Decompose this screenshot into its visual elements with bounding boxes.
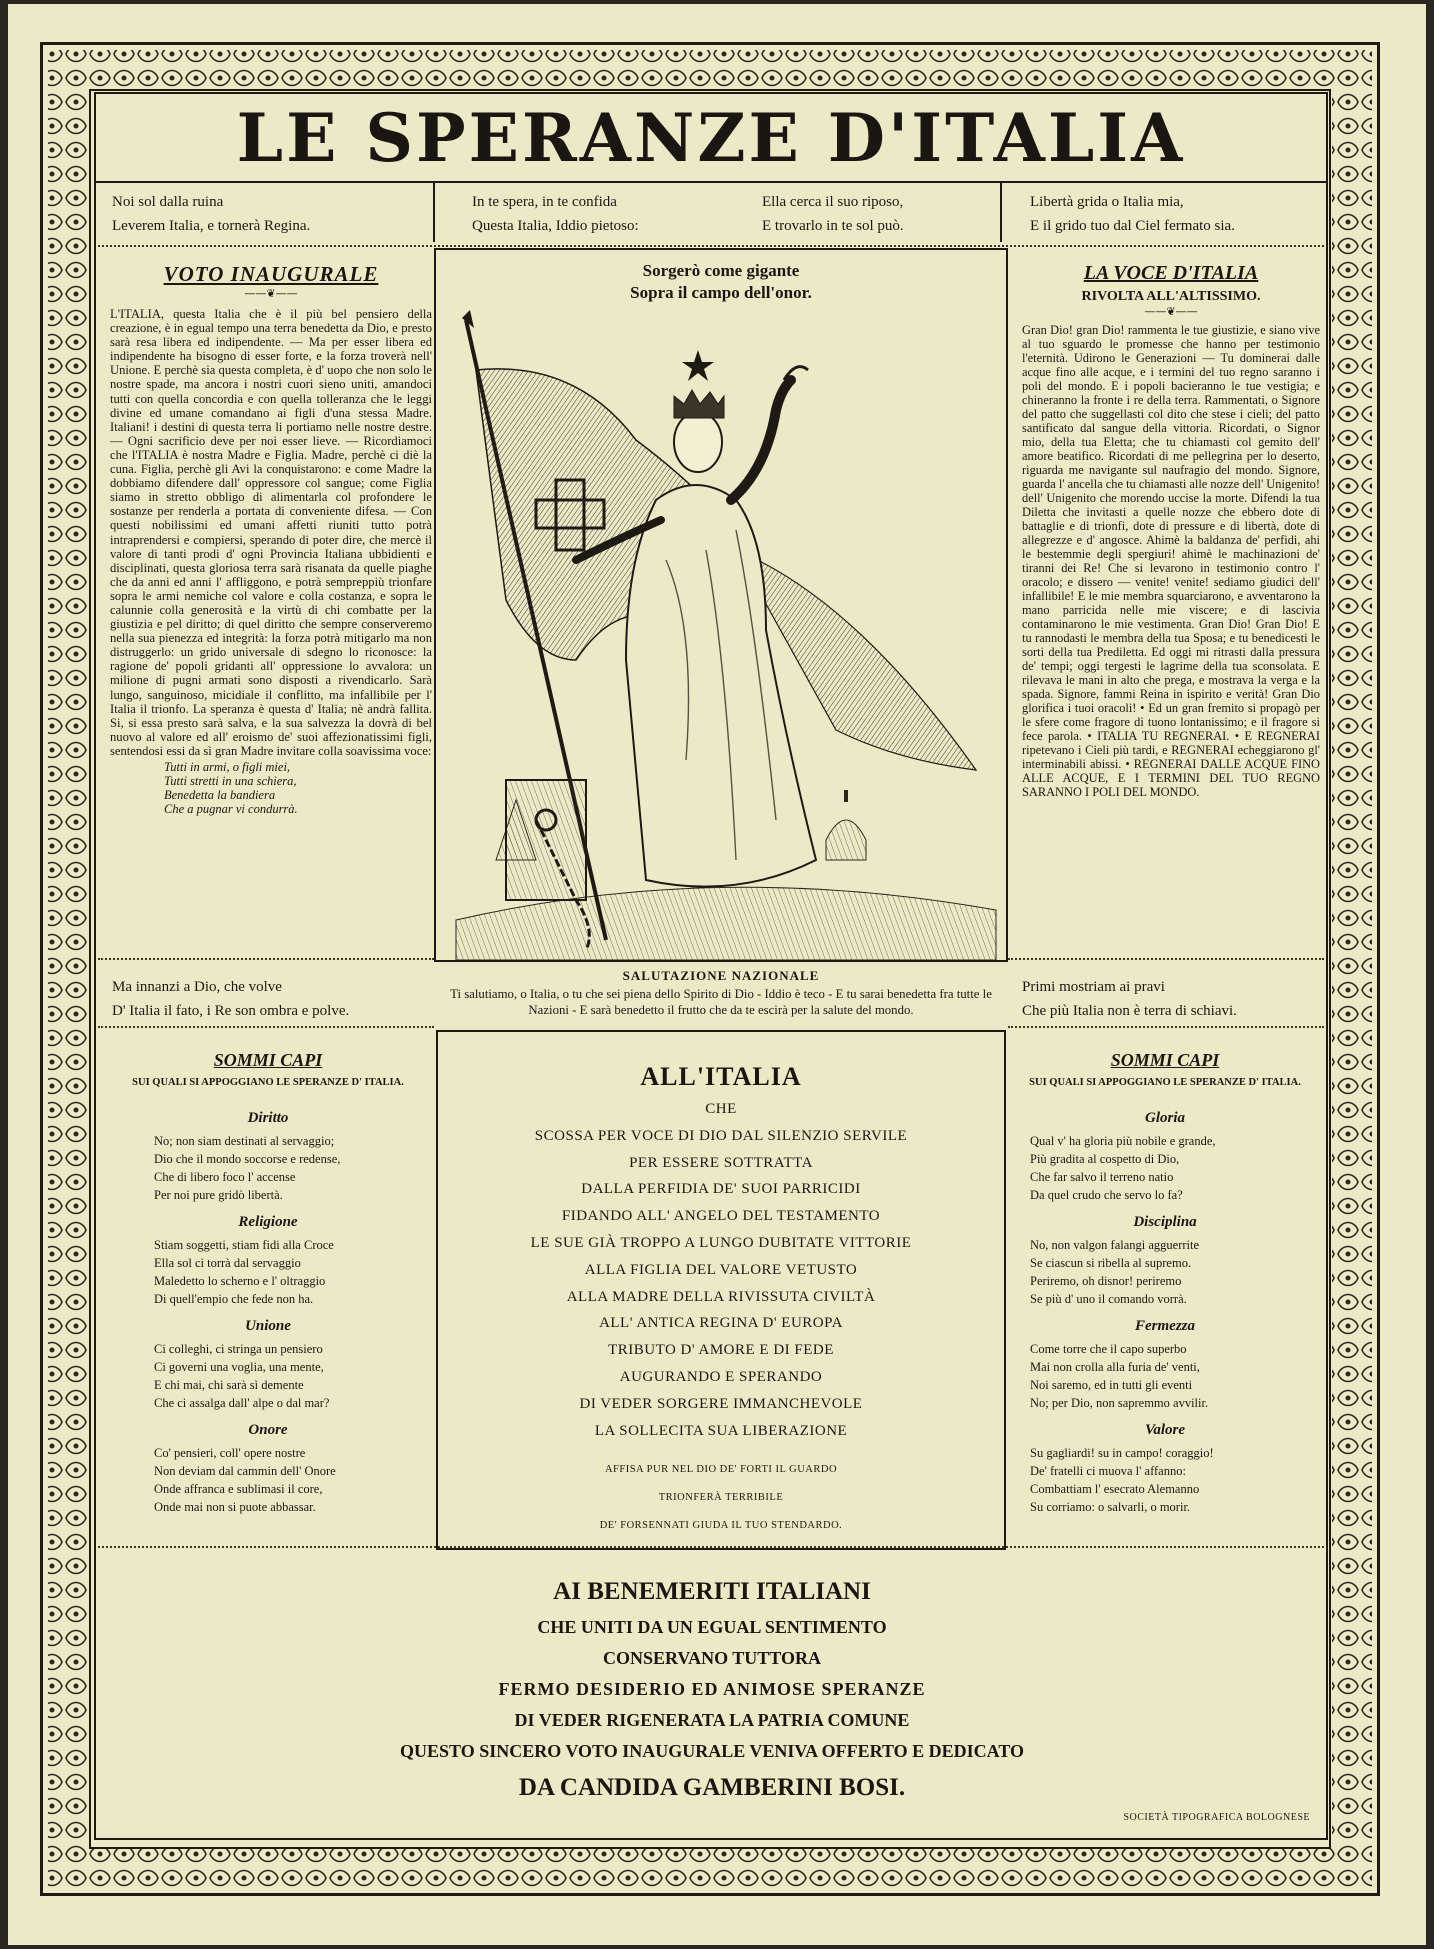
footer-line-1: AI BENEMERITI ITALIANI [553,1578,871,1605]
ornamental-rule [98,958,434,968]
title-rule [96,181,1326,183]
voce-italia-body: Gran Dio! gran Dio! rammenta le tue giustizie, e siano vive al tuo sguardo le promesse che hanno per testimonio l'eternità. Udirono le Generazioni — Tu dominerai dalle acque fino alle acque, e i termini del tuo regno saranno i poli del mondo. E i popoli bacieranno le tue vestigia; e chineranno la fronte i re della terra. Rammentati, o Signore del patto che suggellasti col dito che stese i cieli; del patto santificato dal sangue della vittoria. Ricordati, o Signor mio, della tua Eletta; che tu chiamasti col gemito dell' amore beatifico. Ricordati di me pellegrina per lo deserto, riguarda me navigante sul naufragio del mondo. Signore, guarda l' ancella che tu chiamasti alle nozze dell' Unigenito! dell' Unigenito che morendo uccise la morte. Difendi la tua Diletta che invitasti a quelle nozze che ebbero dote di battaglie e di trionfi, dote di pressure e di libertà, dote di allegrezze e d' angosce. Ahimè la baldanza de' perfidi, ahi le bestemmie degli spergiuri! ahimè le machinazioni de' tiranni dei Re! Che si levarono in testimonio contro l' oracolo; e dissero — venite! venite! sediamo giudici dell' infallibile! E le mie membra squarciarono, e avventarono la mano parricida nelle mie viscere; e di lascivia contaminarono le mie vestimenta. Gran Dio! Gran Dio! E tu rannodasti le membra della tua Sposa; e tu benedicesti le sorti della tua Prediletta. Ed oggi mi ritrasti dalla pressura de' tempi; oggi tergesti le lagrime della tua sconsolata. E rilevava le mani in alto che prega, e mostrava la verga e la spada. Signore, fammi Reina in ispirito e verità! Gran Dio glorifica i tuoi oracoli! • Ed un gran fremito si propagò per le sfere come fragore di tuono lontanissimo; e il fragore si fece parola. • ITALIA TU REGNERAI. • E REGNERAI ripetevano i Cieli più tardi, e REGNERAI echeggiarono gl' interminabili abissi. • REGNERAI DALLE ACQUE FINO ALLE ACQUE, E I TERMINI DEL TUO REGNO SARANNO I POLI DEL MONDO. [1022,323,1320,799]
ornament-divider: ——❦—— [1144,305,1198,318]
section-title-onore: Onore [248,1422,288,1438]
voto-inaugurale-verse: Tutti in armi, o figli miei, Tutti stretti in una schiera, Benedetta la bandiera Che a pugnar vi condurrà. [164,760,298,816]
sommi-capi-right [1012,1050,1318,1516]
verse-divider [1000,182,1002,242]
dedication-lines: CHE SCOSSA PER VOCE DI DIO DAL SILENZIO SERVILE PER ESSERE SOTTRATTA DALLA PERFIDIA DE' SUOI PARRICIDI FIDANDO ALL' ANGELO DEL TESTAMENTO LE SUE GIÀ TROPPO A LUNGO DUBITATE VITTORIE ALLA FIGLIA DEL VALORE VETUSTO ALLA MADRE DELLA RIVISSUTA CIVILTÀ ALL' ANTICA REGINA D' EUROPA TRIBUTO D' AMORE E DI FEDE AUGURANDO E SPERANDO DI VEDER SORGERE IMMANCHEVOLE LA SOLLECITA SUA LIBERAZIONE [530,1101,912,1439]
mid-verse-right: Primi mostriam ai pravi Che più Italia non è terra di schiavi. [1022,979,1237,1019]
footer-line-7: DA CANDIDA GAMBERINI BOSI. [518,1774,906,1801]
top-verse-2: In te spera, in te confida Questa Italia, Iddio pietoso: [472,194,639,234]
footer-line-6: QUESTO SINCERO VOTO INAUGURALE VENIVA OFFERTO E DEDICATO [400,1741,1024,1761]
sommi-capi-subheading: SUI QUALI SI APPOGGIANO LE SPERANZE D' ITALIA. [132,1077,404,1088]
poster-title: LE SPERANZE D'ITALIA [236,99,1186,177]
sommi-capi-heading: SOMMI CAPI [1110,1050,1220,1070]
footer-line-3: CONSERVANO TUTTORA [603,1648,821,1668]
sommi-capi-heading: SOMMI CAPI [213,1050,323,1070]
footer-line-2: CHE UNITI DA UN EGUAL SENTIMENTO [537,1617,887,1637]
voto-inaugurale-heading: VOTO INAUGURALE [163,262,379,286]
ornamental-rule [98,1026,434,1036]
top-verse-3: Ella cerca il suo riposo, E trovarlo in te sol può. [762,194,904,234]
salutation-block [440,968,1002,1018]
section-title-disciplina: Disciplina [1133,1214,1197,1230]
ornamental-rule [1008,958,1324,968]
printer-credit: SOCIETÀ TIPOGRAFICA BOLOGNESE [1123,1812,1310,1823]
section-verse-disciplina: No, non valgon falangi agguerrite Se ciascun si ribella al supremo. Periremo, oh disnor! periremo Se più d' uno il comando vorrà. [1030,1238,1200,1306]
section-verse-unione: Ci colleghi, ci stringa un pensiero Ci governi una voglia, una mente, E chi mai, chi sarà sì demente Che ci assalga dall' alpe o dal mar? [154,1342,330,1410]
section-title-diritto: Diritto [247,1110,289,1126]
sommi-capi-subheading: SUI QUALI SI APPOGGIANO LE SPERANZE D' ITALIA. [1029,1077,1301,1088]
section-title-unione: Unione [245,1318,291,1334]
voto-inaugurale-body: L'ITALIA, questa Italia che è il più bel pensiero della creazione, è in egual tempo una terra benedetta da Dio, e presto sarà resa libera ed indipendente. — Ma per esser libera ed indipendente ha bisogno di esser forte, e la forza troverà nell' Unione. E perchè sia questa completa, è d' uopo che non solo le nostre spade, ma ancora i nostri cuori sieno uniti, amandoci tutti con quella concordia e con quella tolleranza che le leggi divine ed umane comandano ai figli d'una stessa Madre. Italiani! i destini di questa terra li portiamo nelle nostre destre. — Ogni sacrificio deve per noi esser lieve. — Ricordiamoci che l'ITALIA è nostra Madre e Figlia. Madre, perchè ci diè la cuna. Figlia, perchè gli Avi la conquistarono: e come Madre la dobbiamo difendere dall' oppressore col sangue; come Figlia siamo in stretto obbligo di alimentarla col profondere le sostanze per renderla a portata di conveniente difesa. — Con questi nobilissimi ed umani affetti riuniti tutto potrà intraprendersi e compiersi, sperando di poter dire, che mercè il valore di tanti prodi d' ogni Provincia Italiana ubbidienti e disciplinati, questa gloriosa terra sarà risanata da quelle piaghe che da anni ed anni l' affliggono, e potrà sempreppiù trionfare sopra le armi nemiche col valore e colla costanza, e sopra le calunnie colla generosità e la virtù di chi combatte per la giustizia e pel diritto; di quel diritto che sempre conserveremo nella sua pienezza ed integrità: la forza potrà mitigarlo ma non distruggerlo: un grido universale di sdegno lo riconosce: la ragione de' popoli gridanti all' oppressione lo avvalora: un milione di pugni armati sono disposti a rivendicarlo. Sarà lungo, sanguinoso, micidiale il conflitto, ma infallibile per l' Italia il trionfo. La speranza è questa d' Italia; nè andrà fallita. Si, si essa presto sarà salva, e la sua salvezza la dovrà di bel nuovo al valore ed all' eroismo de' suoi affezionatissimi figli, sentendosi essi da sì gran Madre invitare colla soavissima voce: [110,307,432,758]
ornamental-rule [1008,1026,1324,1036]
ornament-divider: ——❦—— [244,287,298,300]
section-verse-gloria: Qual v' ha gloria più nobile e grande, Più gradita al cospetto di Dio, Che far salvo il terreno natio Da quel crudo che servo lo fa? [1030,1134,1216,1202]
top-verse-4: Libertà grida o Italia mia, E il grido tuo dal Ciel fermato sia. [1030,194,1235,234]
footer-line-5: DI VEDER RIGENERATA LA PATRIA COMUNE [514,1710,910,1730]
section-title-valore: Valore [1144,1422,1185,1438]
dedication-heading: ALL'ITALIA [640,1062,802,1091]
left-column [110,262,432,816]
illustration-box [434,248,1008,962]
section-verse-religione: Stiam soggetti, stiam fidi alla Croce Ella sol ci torrà dal servaggio Maledetto lo scherno e l' oltraggio Di quell'empio che fede non ha. [154,1238,334,1306]
voce-italia-heading: LA VOCE D'ITALIA [1083,262,1259,284]
dedication-small-lines: AFFISA PUR NEL DIO DE' FORTI IL GUARDO TRIONFERÀ TERRIBILE DE' FORSENNATI GIUDA IL TUO STENDARDO. [599,1464,843,1532]
section-title-fermezza: Fermezza [1135,1318,1195,1334]
footer-line-4: FERMO DESIDERIO ED ANIMOSE SPERANZE [498,1679,926,1699]
illustration-caption: Sorgerò come gigante Sopra il campo dell'onor. [630,261,812,302]
section-verse-valore: Su gagliardi! su in campo! coraggio! De' fratelli ci muova l' affanno: Combattiam l' esecrato Alemanno Su corriamo: o salvarli, o morir. [1030,1446,1214,1514]
section-verse-fermezza: Come torre che il capo superbo Mai non crolla alla furia de' venti, Noi saremo, ed in tutti gli eventi No; per Dio, non sapremmo avvilir. [1030,1342,1209,1410]
sommi-capi-left [108,1050,428,1516]
section-verse-diritto: No; non siam destinati al servaggio; Dio che il mondo soccorse e redense, Che di libero foco l' accense Per noi pure gridò libertà. [154,1134,341,1202]
italia-allegory-engraving [436,300,1006,960]
salutation-text: Ti salutiamo, o Italia, o tu che sei piena dello Spirito di Dio - Iddio è teco - E tu sarai benedetta fra tutte le Nazioni - E sarà benedetto il frutto che da te escirà per la salute del mondo. [450,987,992,1017]
salutation-heading: SALUTAZIONE NAZIONALE [622,968,820,983]
top-verse-1: Noi sol dalla ruina Leverem Italia, e tornerà Regina. [112,194,311,234]
voce-italia-subheading: RIVOLTA ALL'ALTISSIMO. [1081,289,1261,304]
section-verse-onore: Co' pensieri, coll' opere nostre Non deviam dal cammin dell' Onore Onde affranca e sublimasi il core, Onde mai non si puote abbassar. [154,1446,336,1514]
footer-dedication [100,1572,1324,1809]
section-title-religione: Religione [238,1214,298,1230]
section-title-gloria: Gloria [1144,1110,1185,1126]
dedication-box [436,1030,1006,1550]
verse-divider [433,182,435,242]
mid-verse-left: Ma innanzi a Dio, che volve D' Italia il fato, i Re son ombra e polve. [112,979,350,1019]
right-column [1022,262,1320,799]
ornamental-rule [98,1546,1324,1556]
